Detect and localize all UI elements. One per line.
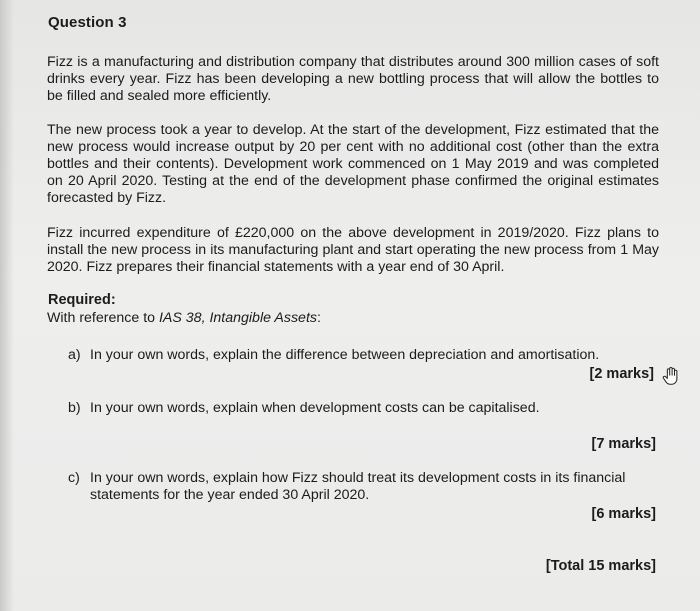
paragraph-company-background: Fizz is a manufacturing and distribution company that distributes around 300 million cases of soft drinks every year. Fizz has been developing a new bottling process that will allow the bottles to be filled and sealed more efficiently. — [47, 54, 659, 104]
part-label: b) — [68, 400, 81, 416]
paragraph-development-process: The new process took a year to develop. At the start of the development, Fizz estimated that the new process would increase output by 20 per cent with no additional cost (other than the extra bottles and their contents). Development work commenced on 1 May 2019 and was completed on 20 April 2020. Testing at the end of the development phase confirmed the original estimates forecasted by Fizz. — [47, 122, 659, 206]
required-instruction — [47, 310, 321, 326]
hand-pointer-icon — [660, 365, 682, 387]
question-title: Question 3 — [48, 14, 127, 31]
part-text: In your own words, explain the difference between depreciation and amortisation. — [90, 347, 600, 363]
part-text: In your own words, explain when development costs can be capitalised. — [90, 400, 540, 416]
part-c-marks: [6 marks] — [591, 506, 656, 522]
total-marks: [Total 15 marks] — [545, 558, 656, 574]
part-b-marks: [7 marks] — [591, 436, 656, 452]
part-a-marks: [2 marks] — [589, 366, 654, 382]
required-suffix: : — [316, 310, 321, 326]
standard-reference: IAS 38, Intangible Assets — [158, 310, 317, 326]
part-label: c) — [68, 470, 80, 486]
required-prefix: With reference to — [47, 310, 159, 326]
required-heading: Required: — [48, 292, 116, 308]
part-label: a) — [68, 347, 81, 363]
paragraph-expenditure: Fizz incurred expenditure of £220,000 on the above development in 2019/2020. Fizz plans to install the new process in its manufacturing plant and start operating the new process from 1 May 2020. Fizz prepares their financial statements with a year end of 30 April. — [47, 225, 659, 275]
part-text: In your own words, explain how Fizz should treat its development costs in its financial statements for the year ended 30 April 2020. — [90, 470, 626, 503]
